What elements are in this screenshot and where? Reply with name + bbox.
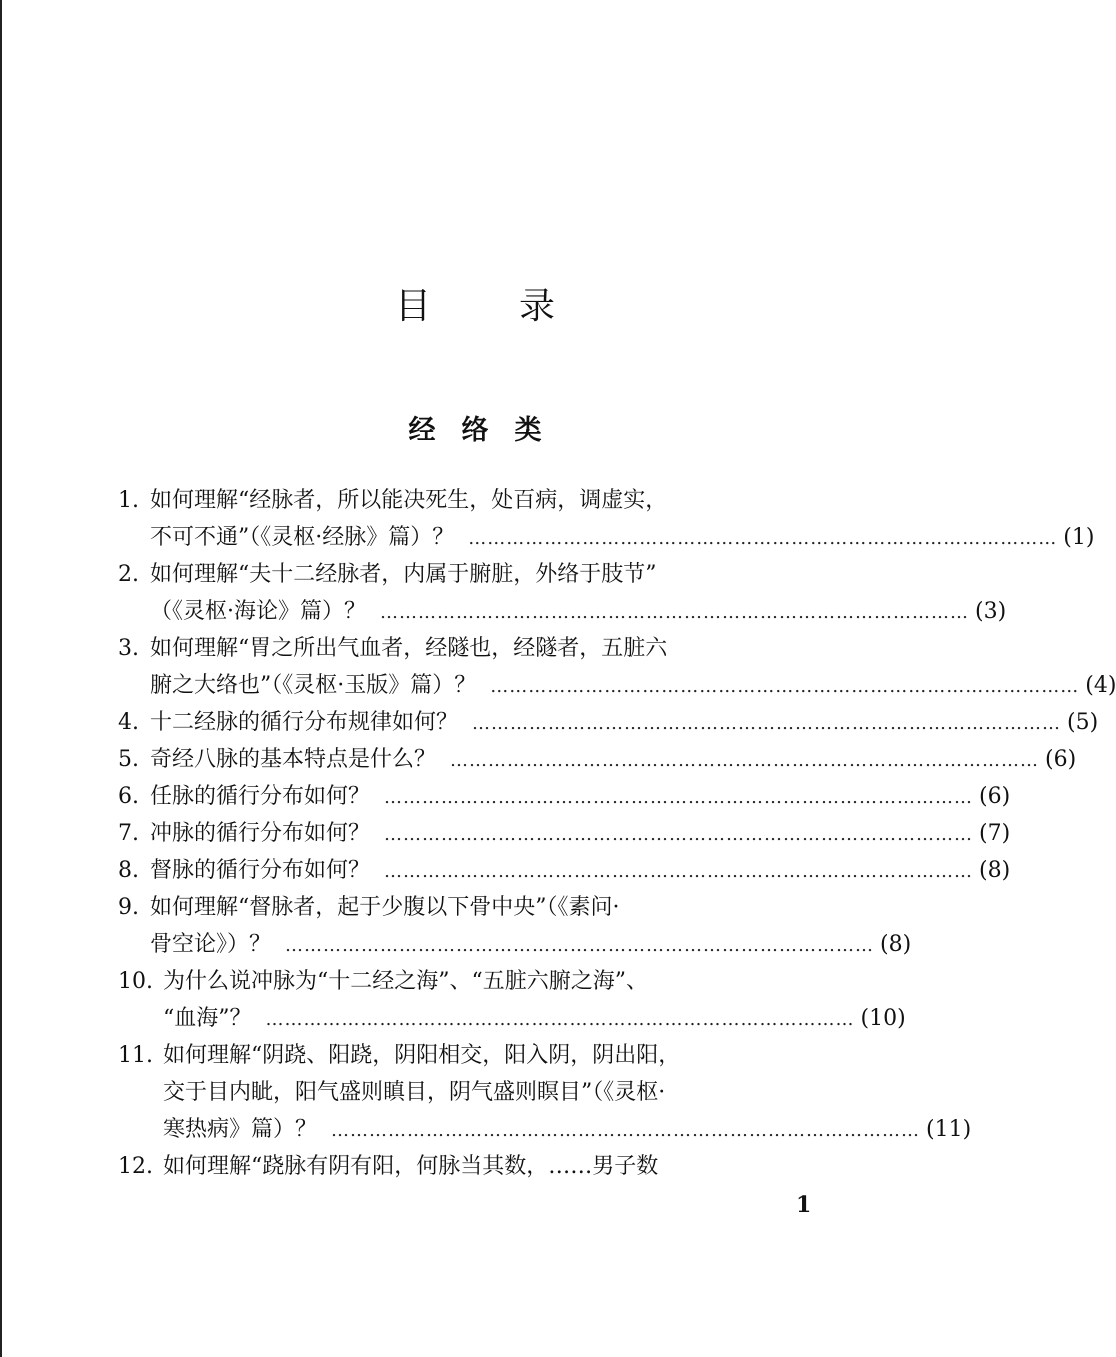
entry-text: 如何理解“夫十二经脉者，内属于腑脏，外络于肢节” [150,562,657,587]
entry-page: (5) [1067,710,1099,735]
entry-text: 奇经八脉的基本特点是什么？ [150,747,437,772]
toc-entry[interactable] [118,741,1077,778]
entry-number: 3. [118,636,139,661]
toc-entry[interactable] [118,852,1011,889]
entry-text: 腑之大络也”（《灵枢·玉版》篇）？ [150,673,477,698]
leader-dots: ………………………………………………………………………………… [472,713,1062,734]
entry-number: 8. [118,858,139,883]
toc-entry[interactable] [118,1148,818,1185]
section-char-3: 类 [514,415,542,446]
entry-number: 2. [118,562,139,587]
entry-text: 如何理解“督脉者，起于少腹以下骨中央”（《素问· [150,895,620,920]
leader-dots: ………………………………………………………………………………… [331,1120,921,1141]
page-title [0,278,950,329]
entry-page: (8) [979,858,1011,883]
entry-text: 骨空论》）？ [150,932,272,957]
toc-entry[interactable] [118,963,906,1037]
toc-entry[interactable] [118,815,1011,852]
toc-entry[interactable] [118,482,1095,556]
section-heading [0,408,950,447]
section-char-2: 络 [461,415,489,446]
leader-dots: ………………………………………………………………………………… [450,750,1040,771]
entry-text: 如何理解“经脉者，所以能决死生，处百病，调虚实， [150,488,668,513]
leader-dots: ………………………………………………………………………………… [468,528,1058,549]
leader-dots: ………………………………………………………………………………… [285,935,875,956]
entry-page: (7) [979,821,1011,846]
toc-entry[interactable] [118,889,912,963]
entry-text: 十二经脉的循行分布规律如何？ [150,710,459,735]
page-left-border [0,0,2,1357]
toc-entry[interactable] [118,630,1116,704]
toc-entry[interactable] [118,704,1099,741]
entry-number: 5. [118,747,139,772]
title-char-2: 录 [519,286,556,327]
entry-number: 4. [118,710,139,735]
leader-dots: ………………………………………………………………………………… [380,602,969,623]
entry-page: (11) [926,1117,972,1142]
entry-text: 冲脉的循行分布如何？ [150,821,371,846]
entry-text: 不可不通”（《灵枢·经脉》篇）？ [150,525,455,550]
entry-text: 如何理解“阴跷、阳跷，阴阳相交，阳入阴，阴出阳， [163,1043,681,1068]
page-number: 1 [796,1192,812,1218]
entry-text: （《灵枢·海论》篇）？ [150,599,366,624]
entry-number: 6. [118,784,139,809]
entry-page: (6) [1045,747,1077,772]
leader-dots: ………………………………………………………………………………… [265,1009,855,1030]
entry-number: 7. [118,821,139,846]
entry-number: 12. [118,1154,153,1179]
entry-page: (8) [880,932,912,957]
entry-text: 为什么说冲脉为“十二经之海”、“五脏六腑之海”、 [163,969,648,994]
leader-dots: ………………………………………………………………………………… [490,676,1080,697]
entry-text: 任脉的循行分布如何？ [150,784,371,809]
section-char-1: 经 [408,415,436,446]
entry-number: 1. [118,488,139,513]
entry-page: (10) [860,1006,906,1031]
leader-dots: ………………………………………………………………………………… [384,787,974,808]
entry-text: 督脉的循行分布如何？ [150,858,371,883]
entry-page: (6) [979,784,1011,809]
entry-text: “血海”？ [163,1006,252,1031]
entry-number: 10. [118,969,153,994]
entry-text: 交于目内眦，阳气盛则瞋目，阴气盛则瞑目”（《灵枢· [163,1080,666,1105]
entry-number: 9. [118,895,139,920]
entry-text: 如何理解“跷脉有阴有阳，何脉当其数，……男子数 [163,1154,659,1179]
entry-text: 如何理解“胃之所出气血者，经隧也，经隧者，五脏六 [150,636,668,661]
toc-entry[interactable] [118,1037,972,1148]
leader-dots: ………………………………………………………………………………… [384,824,974,845]
toc-entry[interactable] [118,778,1011,815]
entry-page: (1) [1063,525,1095,550]
entry-number: 11. [118,1043,153,1068]
title-char-1: 目 [394,286,431,327]
table-of-contents [118,482,1116,1185]
leader-dots: ………………………………………………………………………………… [384,861,974,882]
entry-page: (3) [975,599,1007,624]
toc-entry[interactable] [118,556,1007,630]
entry-text: 寒热病》篇）？ [163,1117,318,1142]
entry-page: (4) [1085,673,1116,698]
